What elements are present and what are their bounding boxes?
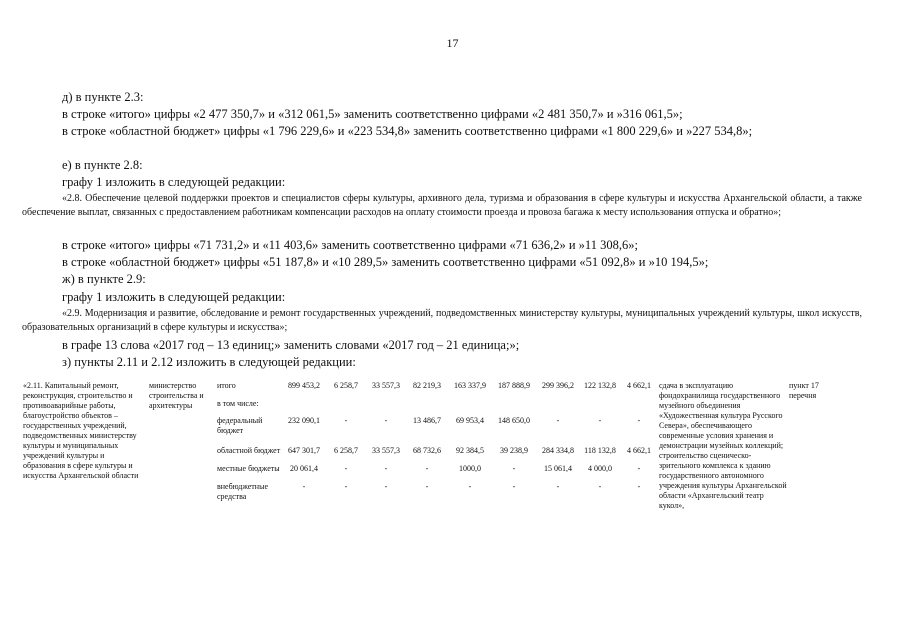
- cell-value: 122 132,8: [584, 381, 616, 390]
- paragraph-item-zh: ж) в пункте 2.9:: [62, 272, 146, 286]
- cell-value: 299 396,2: [542, 381, 574, 390]
- cell-row-label: итого: [217, 381, 236, 390]
- cell-value: -: [637, 481, 641, 491]
- cell-row-label: местные бюджеты: [217, 464, 280, 474]
- cell-value: 39 238,9: [500, 446, 528, 456]
- paragraph-item-e: е) в пункте 2.8:: [62, 158, 143, 172]
- paragraph-column1-2-8: графу 1 изложить в следующей редакции:: [62, 175, 286, 189]
- cell-row-label: областной бюджет: [217, 446, 281, 456]
- cell-value: 284 334,8: [542, 446, 574, 456]
- paragraph-column1-2-9: графу 1 изложить в следующей редакции:: [62, 290, 286, 304]
- cell-value: 6 258,7: [334, 446, 358, 456]
- cell-value: -: [344, 481, 348, 491]
- cell-value: 69 953,4: [456, 416, 484, 426]
- table-row: [22, 381, 832, 399]
- cell-row-label: федеральный бюджет: [217, 416, 263, 436]
- paragraph-regional-budget-2-3: в строке «областной бюджет» цифры «1 796 229,6» и «223 534,8» заменить соответственно цифрами «1 800 229,6» и »227 534,8»;: [62, 124, 753, 138]
- cell-value: -: [556, 416, 560, 426]
- cell-value: [406, 399, 448, 417]
- page-number: 17: [446, 36, 459, 50]
- cell-value: 647 301,7: [288, 446, 320, 456]
- cell-value: 899 453,2: [288, 381, 320, 390]
- cell-value: 82 219,3: [413, 381, 441, 390]
- paragraph-item-z: з) пункты 2.11 и 2.12 изложить в следующей редакции:: [62, 355, 356, 369]
- cell-value: 15 061,4: [544, 464, 572, 474]
- cell-value: -: [384, 416, 388, 426]
- cell-value: -: [384, 464, 388, 474]
- cell-value: 4 000,0: [588, 464, 612, 474]
- cell-value: [326, 399, 366, 417]
- cell-value: 1000,0: [459, 464, 481, 474]
- cell-value: 187 888,9: [498, 381, 530, 390]
- cell-executor: министерство строительства и архитектуры: [149, 381, 204, 410]
- cell-value: -: [637, 416, 641, 426]
- cell-value: 33 557,3: [372, 446, 400, 456]
- cell-value: -: [598, 416, 602, 426]
- cell-value: -: [598, 481, 602, 491]
- cell-value: -: [512, 481, 516, 491]
- cell-row-label: в том числе:: [217, 398, 259, 408]
- cell-value: 4 662,1: [627, 381, 651, 390]
- cell-value: [580, 399, 620, 417]
- cell-value: 148 650,0: [498, 416, 530, 426]
- cell-value: [492, 399, 536, 417]
- paragraph-quote-2-8: «2.8. Обеспечение целевой поддержки проектов и специалистов сферы культуры, архивного дела, туризма и образования в сфере культуры и искусства Архангельской области, а также обеспечение выплат, связанных с предоставлением работникам компенсации расходов на оплату стоимости проезда и провоза багажа к месту использования отпуска и обратно»;: [22, 193, 862, 218]
- cell-value: 92 384,5: [456, 446, 484, 456]
- paragraph-item-d: д) в пункте 2.3:: [62, 90, 144, 104]
- paragraph-itogo-2-8: в строке «итого» цифры «71 731,2» и «11 403,6» заменить соответственно цифрами «71 636,2» и »11 308,6»;: [62, 238, 638, 252]
- cell-value: 232 090,1: [288, 416, 320, 426]
- cell-value: -: [468, 481, 472, 491]
- cell-value: 68 732,6: [413, 446, 441, 456]
- paragraph-column13-change: в графе 13 слова «2017 год – 13 единиц;» заменить словами «2017 год – 21 единица;»;: [62, 338, 520, 352]
- cell-value: [536, 399, 580, 417]
- cell-value: 163 337,9: [454, 381, 486, 390]
- paragraph-quote-2-9: «2.9. Модернизация и развитие, обследование и ремонт государственных учреждений, подведомственных министерству культуры, муниципальных учреждений культуры, школ искусств, образовательных организаций в сфере культуры и искусства»;: [22, 308, 862, 333]
- cell-value: -: [344, 416, 348, 426]
- program-table: [22, 381, 832, 512]
- cell-value: [282, 399, 326, 417]
- cell-value: -: [302, 481, 306, 491]
- cell-value: [366, 399, 406, 417]
- cell-value: -: [425, 464, 429, 474]
- cell-value: -: [344, 464, 348, 474]
- cell-value: 13 486,7: [413, 416, 441, 426]
- cell-value: [620, 399, 658, 417]
- paragraph-regional-budget-2-8: в строке «областной бюджет» цифры «51 187,8» и «10 289,5» заменить соответственно цифрами «51 092,8» и »10 194,5»;: [62, 255, 709, 269]
- cell-value: -: [384, 481, 388, 491]
- cell-value: 4 662,1: [627, 446, 651, 456]
- cell-value: -: [637, 464, 641, 474]
- cell-value: -: [556, 481, 560, 491]
- cell-value: 6 258,7: [334, 381, 358, 390]
- cell-value: 33 557,3: [372, 381, 400, 390]
- cell-value: -: [512, 464, 516, 474]
- cell-row-label: внебюджетные средства: [217, 481, 268, 501]
- cell-expected-result: сдача в эксплуатацию фондохранилища государственного музейного объединения «Художественная культура Русского Севера», обеспечивающего современные условия хранения и демонстрации музейных коллекций; строительство сценическо-зрительного комплекса к зданию государственного автономного учреждения культуры Архангельской области «Архангельский театр кукол»,: [659, 381, 787, 510]
- paragraph-itogo-2-3: в строке «итого» цифры «2 477 350,7» и «312 061,5» заменить соответственно цифрами «2 481 350,7» и »316 061,5»;: [62, 107, 683, 121]
- cell-value: [448, 399, 492, 417]
- cell-value: 118 132,8: [584, 446, 616, 456]
- cell-value: 20 061,4: [290, 464, 318, 474]
- cell-reference: пункт 17 перечня: [789, 381, 819, 400]
- cell-value: -: [425, 481, 429, 491]
- cell-item-name: «2.11. Капитальный ремонт, реконструкция, строительство и противоаварийные работы, благоустройство объектов – государственных учреждений, подведомственных министерству культуры и муниципальных учреждений культуры и образования в сфере культуры и искусства Архангельской области: [23, 381, 139, 480]
